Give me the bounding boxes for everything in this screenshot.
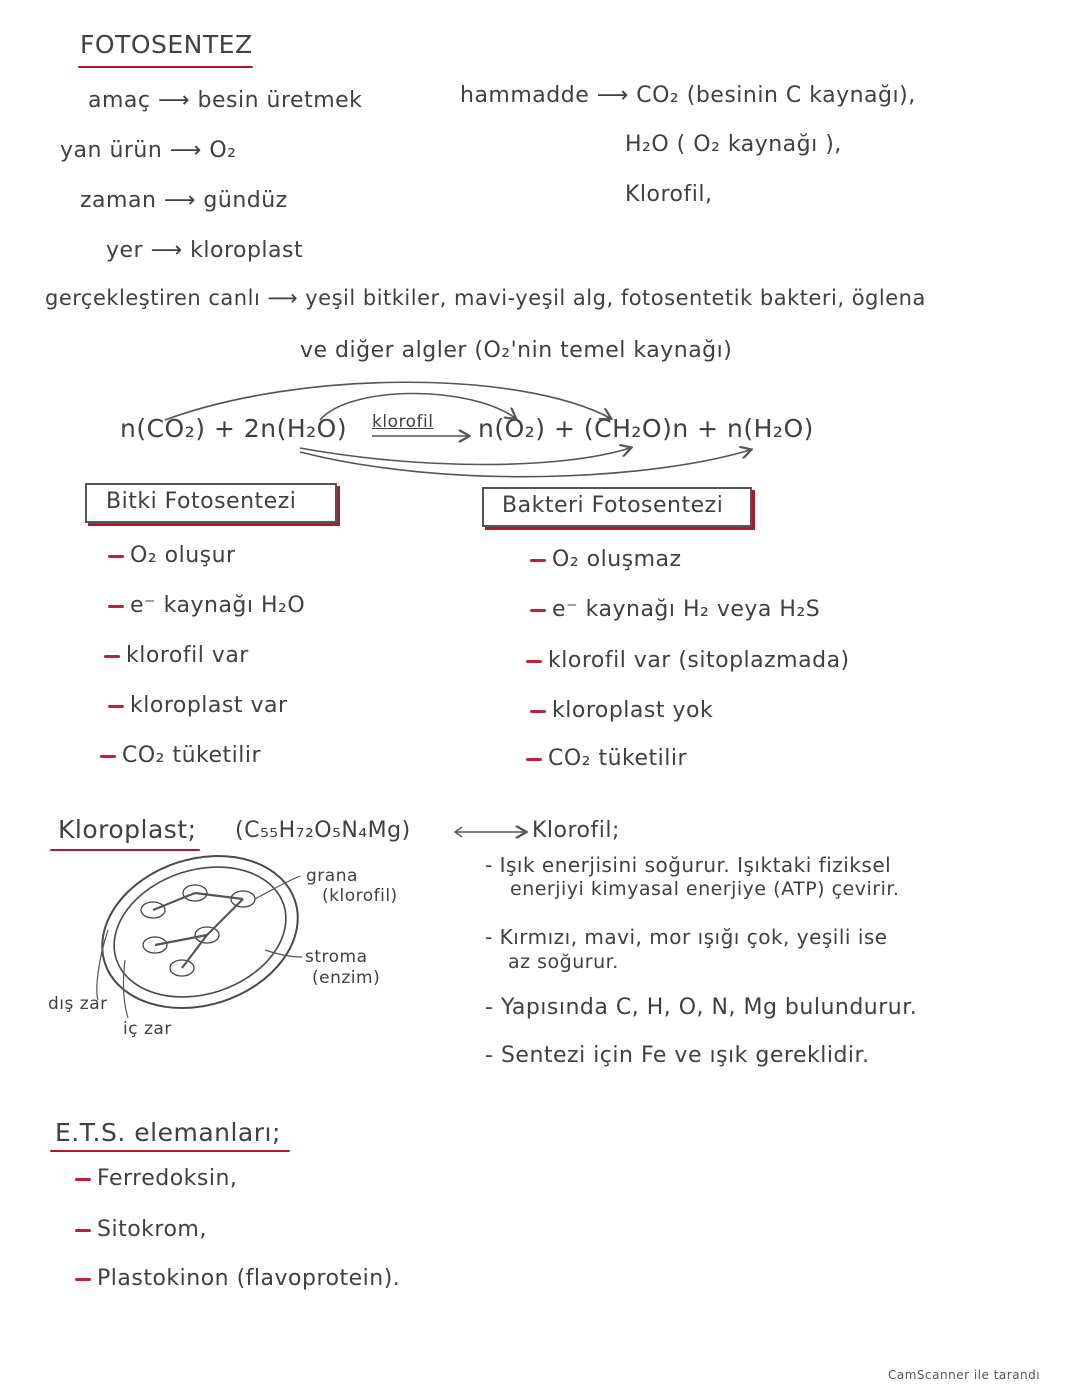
plant-item: e⁻ kaynağı H₂O (108, 593, 305, 618)
equation-products: n(O₂) + (CH₂O)n + n(H₂O) (478, 414, 814, 443)
chlorophyll-formula: (C₅₅H₇₂O₅N₄Mg) (235, 818, 411, 843)
stroma-sublabel: (enzim) (312, 968, 381, 988)
raw-material-co2: hammadde ⟶ CO₂ (besinin C kaynağı), (460, 83, 916, 108)
bacteria-item: kloroplast yok (530, 698, 713, 723)
fact-byproduct: yan ürün ⟶ O₂ (60, 138, 237, 163)
chlorophyll-fact: - Yapısında C, H, O, N, Mg bulundurur. (485, 995, 918, 1020)
chlorophyll-fact: - Sentezi için Fe ve ışık gereklidir. (485, 1043, 870, 1068)
grana-sublabel: (klorofil) (322, 886, 398, 906)
raw-material-chlorophyll: Klorofil, (625, 182, 713, 207)
plant-header: Bitki Fotosentezi (106, 489, 297, 514)
ets-underline (50, 1150, 290, 1152)
chloroplast-heading: Kloroplast; (58, 815, 197, 844)
bacteria-item: O₂ oluşmaz (530, 547, 682, 572)
chlorophyll-heading: Klorofil; (532, 818, 620, 843)
bacteria-item: CO₂ tüketilir (526, 746, 687, 771)
page-title: FOTOSENTEZ (80, 30, 253, 59)
plant-item: klorofil var (104, 643, 249, 668)
ets-heading: E.T.S. elemanları; (55, 1118, 281, 1147)
stroma-pointer (265, 950, 302, 957)
bacteria-item: e⁻ kaynağı H₂ veya H₂S (530, 597, 820, 622)
plant-item: O₂ oluşur (108, 543, 236, 568)
fact-place: yer ⟶ kloroplast (106, 238, 304, 263)
organisms-line-1: gerçekleştiren canlı ⟶ yeşil bitkiler, mavi-yeşil alg, fotosentetik bakteri, öglena (45, 286, 926, 310)
fact-purpose: amaç ⟶ besin üretmek (88, 88, 363, 113)
inner-membrane-label: iç zar (123, 1019, 172, 1039)
organisms-line-2: ve diğer algler (O₂'nin temel kaynağı) (300, 338, 733, 363)
stroma-label: stroma (305, 947, 368, 967)
chlorophyll-fact: az soğurur. (508, 951, 619, 973)
ets-item: Plastokinon (flavoprotein). (75, 1266, 400, 1291)
equation-catalyst: klorofil (372, 412, 434, 432)
fact-time: zaman ⟶ gündüz (80, 188, 288, 213)
bacteria-header: Bakteri Fotosentezi (502, 493, 724, 518)
outer-membrane-label: dış zar (48, 994, 108, 1014)
scanner-watermark: CamScanner ile tarandı (888, 1368, 1041, 1382)
plant-item: CO₂ tüketilir (100, 743, 261, 768)
equation-reactants: n(CO₂) + 2n(H₂O) (120, 414, 348, 443)
chlorophyll-fact: enerjiyi kimyasal enerjiye (ATP) çevirir. (510, 878, 900, 900)
plant-item: kloroplast var (108, 693, 288, 718)
grana-label: grana (306, 866, 358, 886)
ets-item: Ferredoksin, (75, 1166, 237, 1191)
ets-item: Sitokrom, (75, 1217, 207, 1242)
chlorophyll-fact: - Işık enerjisini soğurur. Işıktaki fiziksel (485, 853, 892, 877)
raw-material-h2o: H₂O ( O₂ kaynağı ), (625, 132, 842, 157)
bacteria-item: klorofil var (sitoplazmada) (526, 648, 850, 673)
chlorophyll-fact: - Kırmızı, mavi, mor ışığı çok, yeşili ise (485, 925, 888, 949)
